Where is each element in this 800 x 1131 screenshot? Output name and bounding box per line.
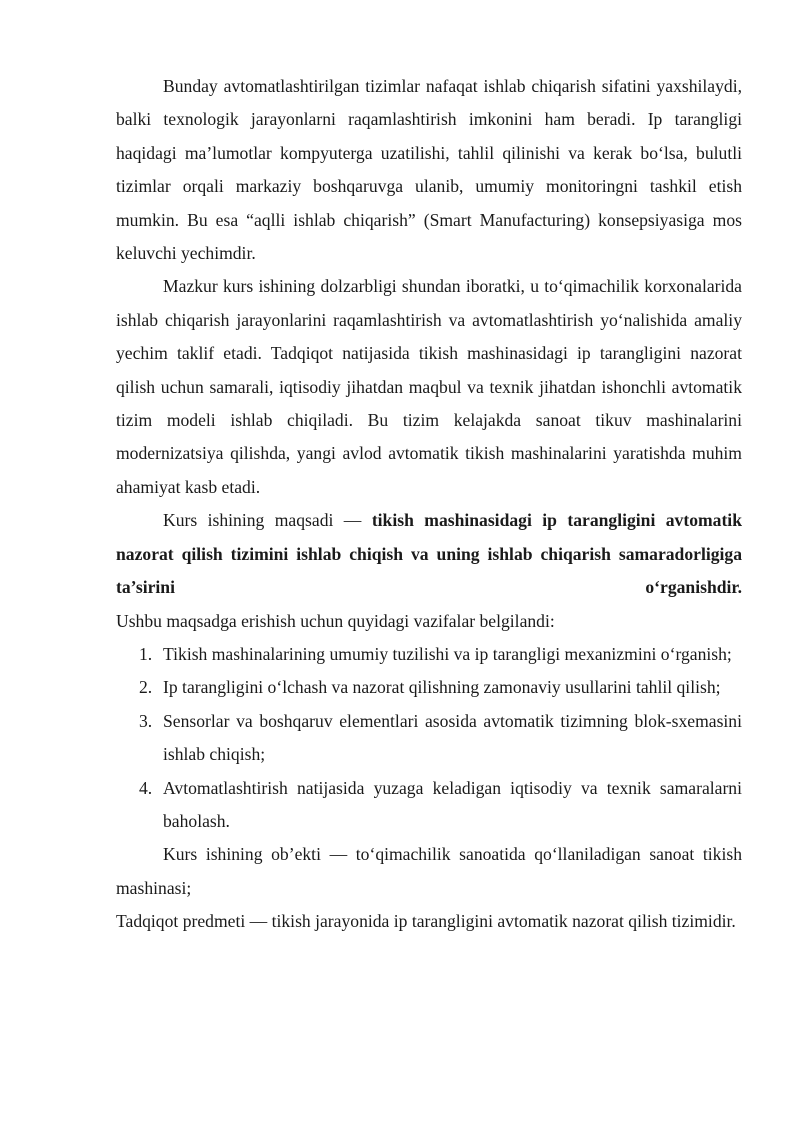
- list-item-number: 2.: [139, 677, 153, 698]
- list-item-number: 4.: [139, 777, 153, 798]
- list-item-text: Avtomatlashtirish natijasida yuzaga keladigan iqtisodiy va texnik samaralarni baholash.: [163, 777, 742, 831]
- paragraph-subject: Tadqiqot predmeti — tikish jarayonida ip tarangligini avtomatik nazorat qilish tizimidir.: [116, 911, 736, 932]
- paragraph-object: Kurs ishining ob’ekti — to‘qimachilik sanoatida qo‘llaniladigan sanoat tikish mashinasi;: [116, 844, 742, 898]
- list-item-number: 3.: [139, 710, 153, 731]
- paragraph-relevance: Mazkur kurs ishining dolzarbligi shundan iboratki, u to‘qimachilik korxonalarida ishlab chiqarish jarayonlarini raqamlashtirish va avtomatlashtirish yo‘nalishida amaliy yechim taklif etadi. Tadqiqot natijasida tikish mashinasidagi ip tarangligini nazorat qilish uchun samarali, iqtisodiy jihatdan maqbul va texnik jihatdan ishonchli avtomatik tizim modeli ishlab chiqiladi. Bu tizim kelajakda sanoat tikuv mashinalarini modernizatsiya qilishda, yangi avlod avtomatik tikish mashinalarini yaratishda muhim ahamiyat kasb etadi.: [116, 276, 742, 497]
- paragraph-automation-benefits: Bunday avtomatlashtirilgan tizimlar nafaqat ishlab chiqarish sifatini yaxshilaydi, balki texnologik jarayonlarni raqamlashtirish imkonini ham beradi. Ip tarangligi haqidagi ma’lumotlar kompyuterga uzatilishi, tahlil qilinishi va kerak bo‘lsa, bulutli tizimlar orqali markaziy boshqaruvga ulanib, umumiy monitoringni tashkil etish mumkin. Bu esa “aqlli ishlab chiqarish” (Smart Manufacturing) konsepsiyasiga mos keluvchi yechimdir.: [116, 76, 742, 264]
- list-item-text: Sensorlar va boshqaruv elementlari asosida avtomatik tizimning blok-sxemasini ishlab chiqish;: [163, 710, 742, 765]
- list-item: [116, 638, 742, 671]
- goal-bold-text: tikish mashinasidagi ip tarangligini avtomatik nazorat qilish tizimini ishlab chiqish va uning ishlab chiqarish samaradorligiga ta’sirini o‘rganishdir.: [116, 510, 742, 598]
- list-item: [116, 671, 742, 704]
- list-item-number: 1.: [139, 643, 153, 664]
- task-list: [116, 638, 742, 838]
- list-item-text: Tikish mashinalarining umumiy tuzilishi va ip tarangligi mexanizmini o‘rganish;: [163, 643, 732, 664]
- goal-lead-text: Kurs ishining maqsadi —: [163, 510, 372, 531]
- paragraph-goal: [116, 504, 742, 604]
- list-item-text: Ip tarangligini o‘lchash va nazorat qilishning zamonaviy usullarini tahlil qilish;: [163, 677, 721, 698]
- document-body: [116, 70, 742, 939]
- list-item: [116, 772, 742, 839]
- paragraph-tasks-intro: Ushbu maqsadga erishish uchun quyidagi vazifalar belgilandi:: [116, 610, 555, 631]
- list-item: [116, 705, 742, 772]
